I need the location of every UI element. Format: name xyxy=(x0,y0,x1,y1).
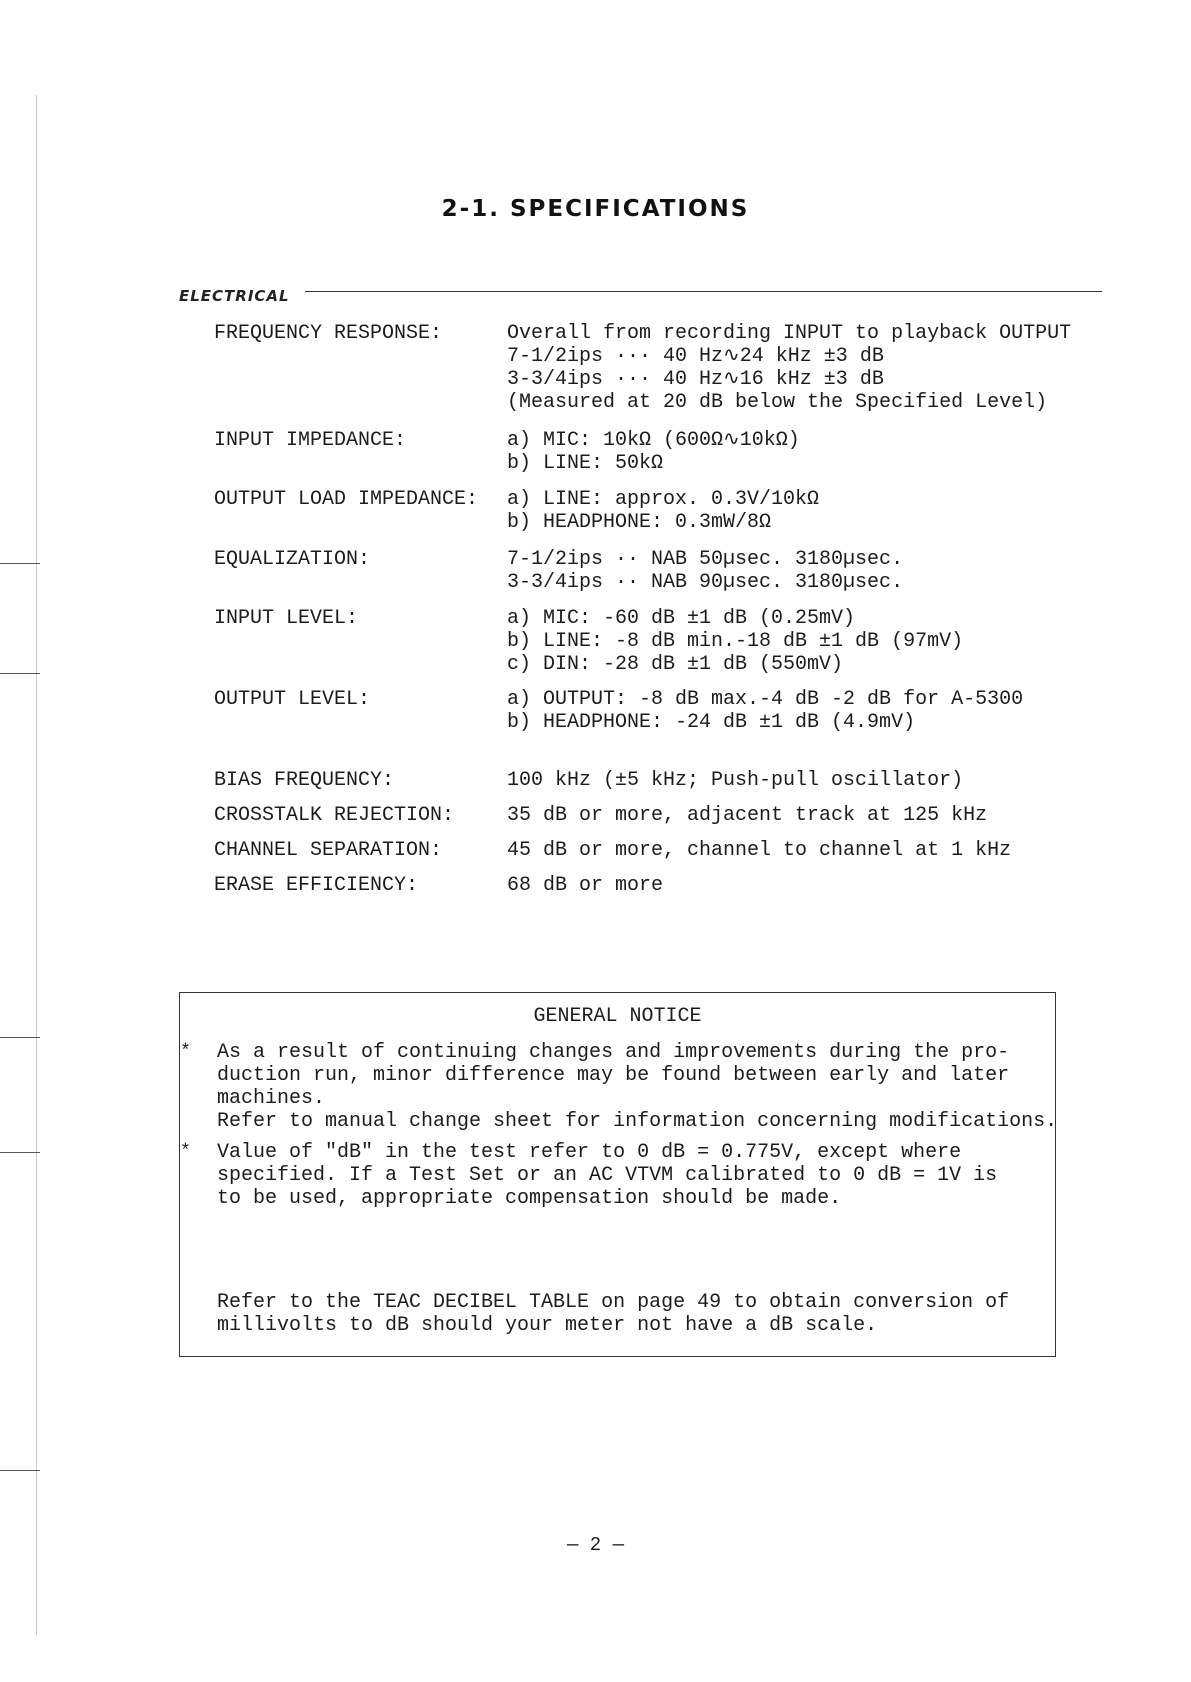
notice-item-text xyxy=(217,1141,1047,1210)
spec-value-line: 45 dB or more, channel to channel at 1 kHz xyxy=(507,839,1012,862)
spec-value-line: b) HEADPHONE: 0.3mW/8Ω xyxy=(507,511,772,534)
spec-value-line: a) OUTPUT: -8 dB max.-4 dB -2 dB for A-5300 xyxy=(507,688,1024,711)
spec-value-line: 100 kHz (±5 kHz; Push-pull oscillator) xyxy=(507,769,964,792)
notice-line: machines. xyxy=(217,1087,326,1110)
spec-label: INPUT IMPEDANCE: xyxy=(214,429,407,452)
spec-value-line: (Measured at 20 dB below the Specified Level) xyxy=(507,391,1048,414)
spec-label: BIAS FREQUENCY: xyxy=(214,769,395,792)
spec-values xyxy=(507,429,800,475)
notice-line: Refer to manual change sheet for information concerning modifications. xyxy=(217,1110,1058,1133)
notice-line: Refer to the TEAC DECIBEL TABLE on page 49 to obtain conversion of xyxy=(217,1291,1010,1314)
spec-values xyxy=(507,769,963,792)
notice-title: GENERAL NOTICE xyxy=(533,1005,702,1028)
spec-label: ERASE EFFICIENCY: xyxy=(214,874,419,897)
spec-value-line: a) LINE: approx. 0.3V/10kΩ xyxy=(507,488,820,511)
spec-values xyxy=(507,548,903,594)
section-label: ELECTRICAL xyxy=(179,287,290,305)
notice-line: specified. If a Test Set or an AC VTVM calibrated to 0 dB = 1V is xyxy=(217,1164,998,1187)
spec-value-line: 35 dB or more, adjacent track at 125 kHz xyxy=(507,804,988,827)
spec-values xyxy=(507,688,1023,734)
spec-value-line: b) LINE: 50kΩ xyxy=(507,452,664,475)
section-rule xyxy=(305,291,1102,292)
spec-label: EQUALIZATION: xyxy=(214,548,371,571)
asterisk-bullet: * xyxy=(180,1142,191,1162)
notice-line: millivolts to dB should your meter not have a dB scale. xyxy=(217,1314,878,1337)
spec-value-line: 68 dB or more xyxy=(507,874,664,897)
asterisk-bullet: * xyxy=(180,1042,191,1062)
spec-value-line: Overall from recording INPUT to playback OUTPUT xyxy=(507,322,1072,345)
spec-label: FREQUENCY RESPONSE: xyxy=(214,322,443,345)
page-title: 2-1. SPECIFICATIONS xyxy=(441,196,750,222)
spec-value-line: b) LINE: -8 dB min.-18 dB ±1 dB (97mV) xyxy=(507,630,964,653)
spec-label: OUTPUT LOAD IMPEDANCE: xyxy=(214,488,479,511)
spec-values xyxy=(507,607,963,676)
spec-values xyxy=(507,804,987,827)
spec-label: INPUT LEVEL: xyxy=(214,607,359,630)
notice-line: duction run, minor difference may be found between early and later xyxy=(217,1064,1010,1087)
spec-value-line: a) MIC: 10kΩ (600Ω∿10kΩ) xyxy=(507,429,800,452)
spec-label: OUTPUT LEVEL: xyxy=(214,688,371,711)
margin-tick xyxy=(0,673,40,674)
notice-footer-text xyxy=(217,1291,1047,1337)
page-number: — 2 — xyxy=(566,1534,624,1556)
margin-tick xyxy=(0,1037,40,1038)
margin-tick xyxy=(0,1470,40,1471)
spec-value-line: b) HEADPHONE: -24 dB ±1 dB (4.9mV) xyxy=(507,711,916,734)
spec-values xyxy=(507,488,819,534)
margin-tick xyxy=(0,563,40,564)
spec-value-line: 3-3/4ips ·· NAB 90µsec. 3180µsec. xyxy=(507,571,904,594)
spec-values xyxy=(507,322,1071,414)
spec-label: CROSSTALK REJECTION: xyxy=(214,804,455,827)
spec-value-line: 3-3/4ips ··· 40 Hz∿16 kHz ±3 dB xyxy=(507,368,884,391)
spec-value-line: 7-1/2ips ··· 40 Hz∿24 kHz ±3 dB xyxy=(507,345,884,368)
spec-values xyxy=(507,874,663,897)
spec-label: CHANNEL SEPARATION: xyxy=(214,839,443,862)
notice-item-text xyxy=(217,1041,1058,1133)
spec-value-line: 7-1/2ips ·· NAB 50µsec. 3180µsec. xyxy=(507,548,904,571)
notice-line: As a result of continuing changes and improvements during the pro- xyxy=(217,1041,1010,1064)
general-notice-box xyxy=(179,992,1056,1357)
spec-value-line: c) DIN: -28 dB ±1 dB (550mV) xyxy=(507,653,844,676)
margin-tick xyxy=(0,1152,40,1153)
spec-value-line: a) MIC: -60 dB ±1 dB (0.25mV) xyxy=(507,607,856,630)
notice-line: to be used, appropriate compensation should be made. xyxy=(217,1187,842,1210)
notice-line: Value of "dB" in the test refer to 0 dB = 0.775V, except where xyxy=(217,1141,962,1164)
binding-margin-line xyxy=(36,95,37,1635)
spec-values xyxy=(507,839,1011,862)
